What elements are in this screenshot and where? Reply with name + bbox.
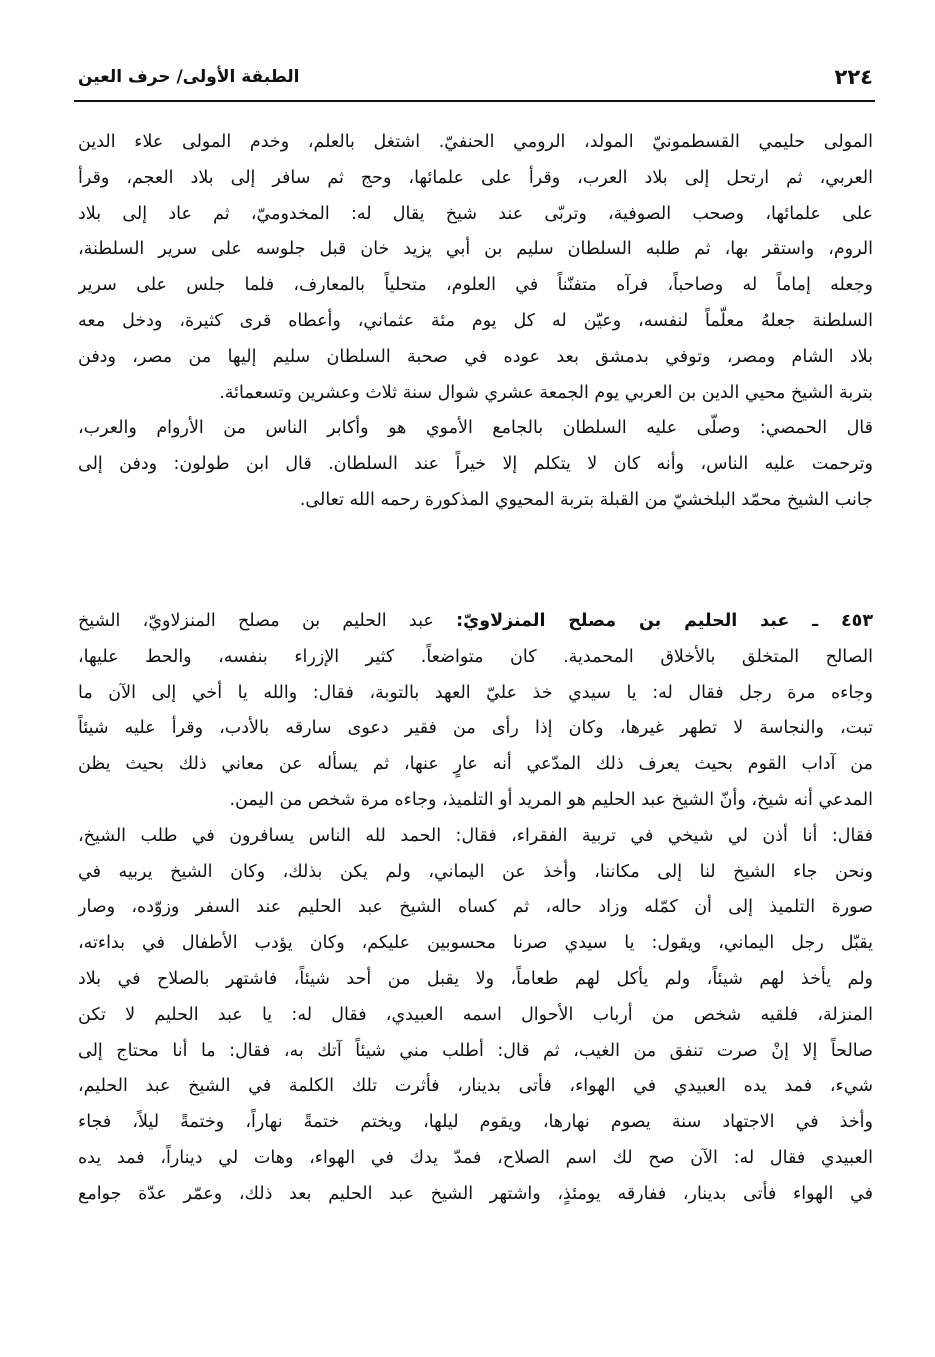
text-line: وترحمت عليه الناس، وأنه كان لا يتكلم إلا خيراً عند السلطان. قال ابن طولون: ودفن إلى — [78, 454, 873, 475]
text-line: بتربة الشيخ محيي الدين بن العربي يوم الجمعة عشري شوال سنة ثلاث وعشرين وتسعمائة. — [219, 382, 873, 403]
text-line: يقبّل رجل اليماني، ويقول: يا سيدي صرنا محسوبين عليكم، وكان يؤدب الأطفال في بداءته، — [78, 933, 873, 954]
text-line: ولم يأخذ لهم شيئاً، ولم يأكل لهم طعاماً، ولا يقبل من أحد شيئاً، فاشتهر بالصلاح في بلاد — [78, 968, 873, 989]
text-line: المدعي أنه شيخ، وأنّ الشيخ عبد الحليم هو المريد أو التلميذ، وجاءه مرة شخص من اليمن. — [229, 789, 873, 810]
text-line: على علمائها، وصحب الصوفية، وتربّى عند شيخ يقال له: المخدوميّ، ثم عاد إلى بلاد — [78, 203, 873, 224]
entry-453 — [78, 604, 873, 1213]
text-line: قال الحمصي: وصلّى عليه السلطان بالجامع الأموي هو وأكابر الناس من الأروام والعرب، — [78, 418, 873, 439]
text-line: تبت، والنجاسة لا تطهر غيرها، وكان إذا رأى من فقير دعوى سارقه بالأدب، وقرأ عليه شيئاً — [78, 718, 873, 739]
header-rule — [74, 100, 875, 102]
page-header — [78, 60, 873, 94]
page-number: ٢٢٤ — [834, 65, 873, 89]
text-line: وجعله إماماً له وصاحباً، فرآه متفنّناً في العلوم، متحلياً بالمعارف، فلما جلس على سرير — [78, 275, 873, 296]
entry-title: عبد الحليم بن مصلح المنزلاويّ: — [456, 611, 790, 631]
text-line: العربي، ثم ارتحل إلى بلاد العرب، وقرأ على علمائها، وحج ثم سافر إلى بلاد العجم، وقرأ — [78, 167, 873, 188]
entry-first-line-text: عبد الحليم بن مصلح المنزلاويّ، الشيخ — [78, 611, 434, 631]
previous-entry-continuation — [78, 125, 873, 519]
text-line: الروم، واستقر بها، ثم طلبه السلطان سليم بن أبي يزيد خان قبل جلوسه على سرير السلطنة، — [78, 239, 873, 260]
text-line: جانب الشيخ محمّد البلخشيّ من القبلة بتربة المحيوي المذكورة رحمه الله تعالى. — [299, 489, 873, 510]
text-line: وأخذ في الاجتهاد سنة يصوم نهارها، ويقوم ليلها، ويختم ختمةً نهاراً، وختمةً ليلاً، فجاء — [78, 1112, 873, 1133]
text-line: بلاد الشام ومصر، وتوفي بدمشق بعد عوده في صحبة السلطان سليم إليها من مصر، ودفن — [78, 346, 873, 367]
text-line: في الهواء فأتى بدينار، ففارقه يومئذٍ، واشتهر الشيخ عبد الحليم بعد ذلك، وعمّر عدّة جوامع — [78, 1183, 873, 1204]
running-head: الطبقة الأولى/ حرف العين — [78, 67, 300, 87]
text-line: صالحاً إلا إنْ صرت تنفق من الغيب، ثم قال: أطلب مني شيئاً آتك به، فقال: ما أنا محتاج إلى — [78, 1040, 873, 1061]
text-line: المولى حليمي القسطمونيّ المولد، الرومي الحنفيّ. اشتغل بالعلم، وخدم المولى علاء الدين — [78, 132, 873, 152]
text-line: السلطنة جعلهُ معلّماً لنفسه، وعيّن له كل يوم مئة عثماني، وأعطاه قرى كثيرة، ودخل معه — [78, 310, 873, 331]
text-line: فقال: أنا أذن لي شيخي في تربية الفقراء، فقال: الحمد لله الناس يسافرون في طلب الشيخ، — [78, 825, 873, 846]
text-line: من آداب القوم بحيث يعرف ذلك المدّعي أنه عارٍ عنها، ثم يسأله عن معاني ذلك بحيث يظن — [78, 754, 873, 775]
entry-first-line — [78, 604, 873, 640]
text-line: العبيدي فقال له: الآن صح لك اسم الصلاح، فمدّ يدك في الهواء، وهات لي ديناراً، فمد يده — [78, 1147, 873, 1168]
text-line: المنزلة، فلقيه شخص من أرباب الأحوال اسمه العبيدي، فقال له: يا عبد الحليم لا تكن — [78, 1004, 873, 1025]
text-line: ونحن جاء الشيخ لنا إلى مكاننا، وأخذ عن اليماني، ولم يكن بذلك، وكان الشيخ يربيه في — [78, 861, 873, 882]
text-line: وجاءه مرة رجل فقال له: يا سيدي خذ عليّ العهد بالتوبة، فقال: والله يا أخي إلى الآن ما — [78, 682, 873, 703]
text-line: الصالح المتخلق بالأخلاق المحمدية. كان متواضعاً. كثير الإزراء بنفسه، والحط عليها، — [78, 646, 873, 667]
text-line: شيء، فمد يده العبيدي في الهواء، فأتى بدينار، فأثرت تلك الكلمة في الشيخ عبد الحليم، — [78, 1076, 873, 1097]
entry-number: ٤٥٣ ـ — [812, 611, 873, 631]
text-line: صورة التلميذ إلى أن كمّله وزاد حاله، ثم كساه الشيخ عبد الحليم عند السفر وزوّده، وصار — [78, 897, 873, 918]
entry-heading — [456, 611, 873, 631]
